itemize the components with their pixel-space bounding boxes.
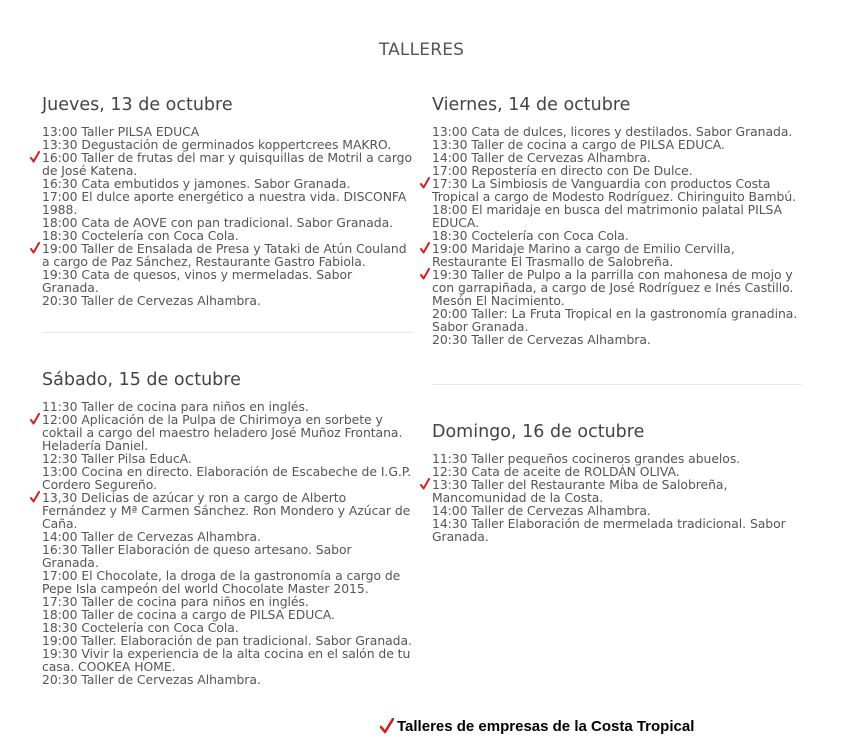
day-title: Jueves, 13 de octubre	[42, 95, 233, 115]
day-sunday	[432, 421, 802, 543]
workshop-item	[432, 333, 802, 346]
workshop-item-featured	[42, 151, 412, 177]
red-check-icon	[420, 478, 430, 490]
workshop-text: 12:00 Aplicación de la Pulpa de Chirimoya en sorbete y coktail a cargo del maestro heladero José Muñoz Frontana. Heladería Daniel.	[42, 412, 403, 453]
workshop-item	[432, 307, 802, 333]
workshop-text: 13:00 Cata de dulces, licores y destilados. Sabor Granada.	[432, 124, 793, 139]
workshop-text: 20:00 Taller: La Fruta Tropical en la gastronomía granadina. Sabor Granada.	[432, 306, 798, 334]
red-check-icon	[380, 718, 394, 734]
workshop-item	[42, 465, 412, 491]
day-friday	[432, 94, 802, 346]
day-saturday	[42, 369, 412, 686]
red-check-icon	[420, 177, 430, 189]
workshop-text: 19:00 Maridaje Marino a cargo de Emilio Cervilla, Restaurante El Trasmallo de Salobreña.	[432, 241, 735, 269]
workshop-text: 16:00 Taller de frutas del mar y quisquillas de Motril a cargo de José Katena.	[42, 150, 412, 178]
workshop-text: 19:30 Vivir la experiencia de la alta cocina en el salón de tu casa. COOKEA HOME.	[42, 646, 411, 674]
legend-text: Talleres de empresas de la Costa Tropical	[397, 717, 695, 735]
workshop-text: 13:30 Taller de cocina a cargo de PILSA EDUCA.	[432, 137, 725, 152]
workshop-text: 11:30 Taller de cocina para niños en inglés.	[42, 399, 309, 414]
workshop-text: 14:00 Taller de Cervezas Alhambra.	[42, 529, 261, 544]
workshop-item	[42, 543, 412, 569]
day-title: Viernes, 14 de octubre	[432, 95, 631, 115]
red-check-icon	[30, 491, 40, 503]
workshop-item	[432, 517, 802, 543]
workshop-item	[42, 569, 412, 595]
workshop-text: 18:00 El maridaje en busca del matrimonio palatal PILSA EDUCA.	[432, 202, 783, 230]
red-check-icon	[30, 413, 40, 425]
workshop-text: 16:30 Cata embutidos y jamones. Sabor Granada.	[42, 176, 351, 191]
workshop-item	[42, 673, 412, 686]
workshop-item-featured	[42, 242, 412, 268]
workshop-text: 13:30 Taller del Restaurante Miba de Salobreña, Mancomunidad de la Costa.	[432, 477, 728, 505]
workshop-item	[42, 647, 412, 673]
workshop-item-featured	[42, 413, 412, 452]
workshop-text: 11:30 Taller pequeños cocineros grandes abuelos.	[432, 451, 741, 466]
workshop-text: 12:30 Cata de aceite de ROLDÁN OLIVA.	[432, 464, 680, 479]
workshop-list	[432, 125, 802, 346]
day-thursday	[42, 94, 412, 307]
workshop-text: 17:00 Repostería en directo con De Dulce.	[432, 163, 693, 178]
workshop-list	[432, 452, 802, 543]
workshop-text: 19:30 Taller de Pulpo a la parrilla con mahonesa de mojo y con garrapiñada, a cargo de José Rodríguez e Inés Castillo. Mesón El Nacimiento.	[432, 267, 794, 308]
workshop-text: 13:30 Degustación de germinados koppertcrees MAKRO.	[42, 137, 392, 152]
red-check-icon	[420, 268, 430, 280]
red-check-icon	[30, 242, 40, 254]
workshop-text: 20:30 Taller de Cervezas Alhambra.	[42, 672, 261, 687]
red-check-icon	[420, 242, 430, 254]
workshop-text: 18:30 Coctelería con Coca Cola.	[42, 228, 239, 243]
workshop-text: 18:30 Coctelería con Coca Cola.	[432, 228, 629, 243]
legend	[380, 716, 694, 736]
workshop-item-featured	[432, 268, 802, 307]
workshop-text: 20:30 Taller de Cervezas Alhambra.	[432, 332, 651, 347]
workshop-item	[42, 268, 412, 294]
workshop-text: 20:30 Taller de Cervezas Alhambra.	[42, 293, 261, 308]
workshop-text: 18:00 Cata de AOVE con pan tradicional. Sabor Granada.	[42, 215, 394, 230]
workshop-item	[42, 294, 412, 307]
workshop-text: 19:00 Taller de Ensalada de Presa y Tataki de Atún Couland a cargo de Paz Sánchez, Restaurante Gastro Fabiola.	[42, 241, 407, 269]
workshop-text: 13,30 Delicias de azúcar y ron a cargo de Alberto Fernández y Mª Carmen Sánchez. Ron Mondero y Azúcar de Caña.	[42, 490, 411, 531]
workshop-item	[42, 190, 412, 216]
workshop-text: 16:30 Taller Elaboración de queso artesano. Sabor Granada.	[42, 542, 352, 570]
workshop-list	[42, 400, 412, 686]
workshop-text: 13:00 Taller PILSA EDUCA	[42, 124, 200, 139]
workshop-text: 14:30 Taller Elaboración de mermelada tradicional. Sabor Granada.	[432, 516, 786, 544]
workshop-list	[42, 125, 412, 307]
day-separator	[432, 384, 802, 385]
workshop-text: 17:30 La Simbiosis de Vanguardia con productos Costa Tropical a cargo de Modesto Rodríguez. Chiringuito Bambú.	[432, 176, 797, 204]
workshop-text: 19:30 Cata de quesos, vinos y mermeladas. Sabor Granada.	[42, 267, 353, 295]
workshop-text: 14:00 Taller de Cervezas Alhambra.	[432, 503, 651, 518]
day-title: Domingo, 16 de octubre	[432, 422, 645, 442]
page-title: TALLERES	[378, 40, 465, 60]
day-title: Sábado, 15 de octubre	[42, 370, 241, 390]
workshop-item-featured	[42, 491, 412, 530]
workshop-text: 17:00 El dulce aporte energético a nuestra vida. DISCONFA 1988.	[42, 189, 407, 217]
workshop-text: 17:00 El Chocolate, la droga de la gastronomía a cargo de Pepe Isla campeón del world Chocolate Master 2015.	[42, 568, 401, 596]
day-separator	[42, 332, 412, 333]
workshop-text: 17:30 Taller de cocina para niños en inglés.	[42, 594, 309, 609]
workshop-item	[432, 203, 802, 229]
workshop-text: 18:00 Taller de cocina a cargo de PILSA EDUCA.	[42, 607, 335, 622]
workshop-text: 13:00 Cocina en directo. Elaboración de Escabeche de I.G.P. Cordero Segureño.	[42, 464, 412, 492]
red-check-icon	[30, 151, 40, 163]
workshop-item-featured	[432, 242, 802, 268]
workshop-text: 12:30 Taller Pilsa EducA.	[42, 451, 192, 466]
workshop-text: 14:00 Taller de Cervezas Alhambra.	[432, 150, 651, 165]
workshop-item-featured	[432, 478, 802, 504]
workshop-item-featured	[432, 177, 802, 203]
workshop-text: 19:00 Taller. Elaboración de pan tradicional. Sabor Granada.	[42, 633, 412, 648]
workshop-text: 18:30 Coctelería con Coca Cola.	[42, 620, 239, 635]
